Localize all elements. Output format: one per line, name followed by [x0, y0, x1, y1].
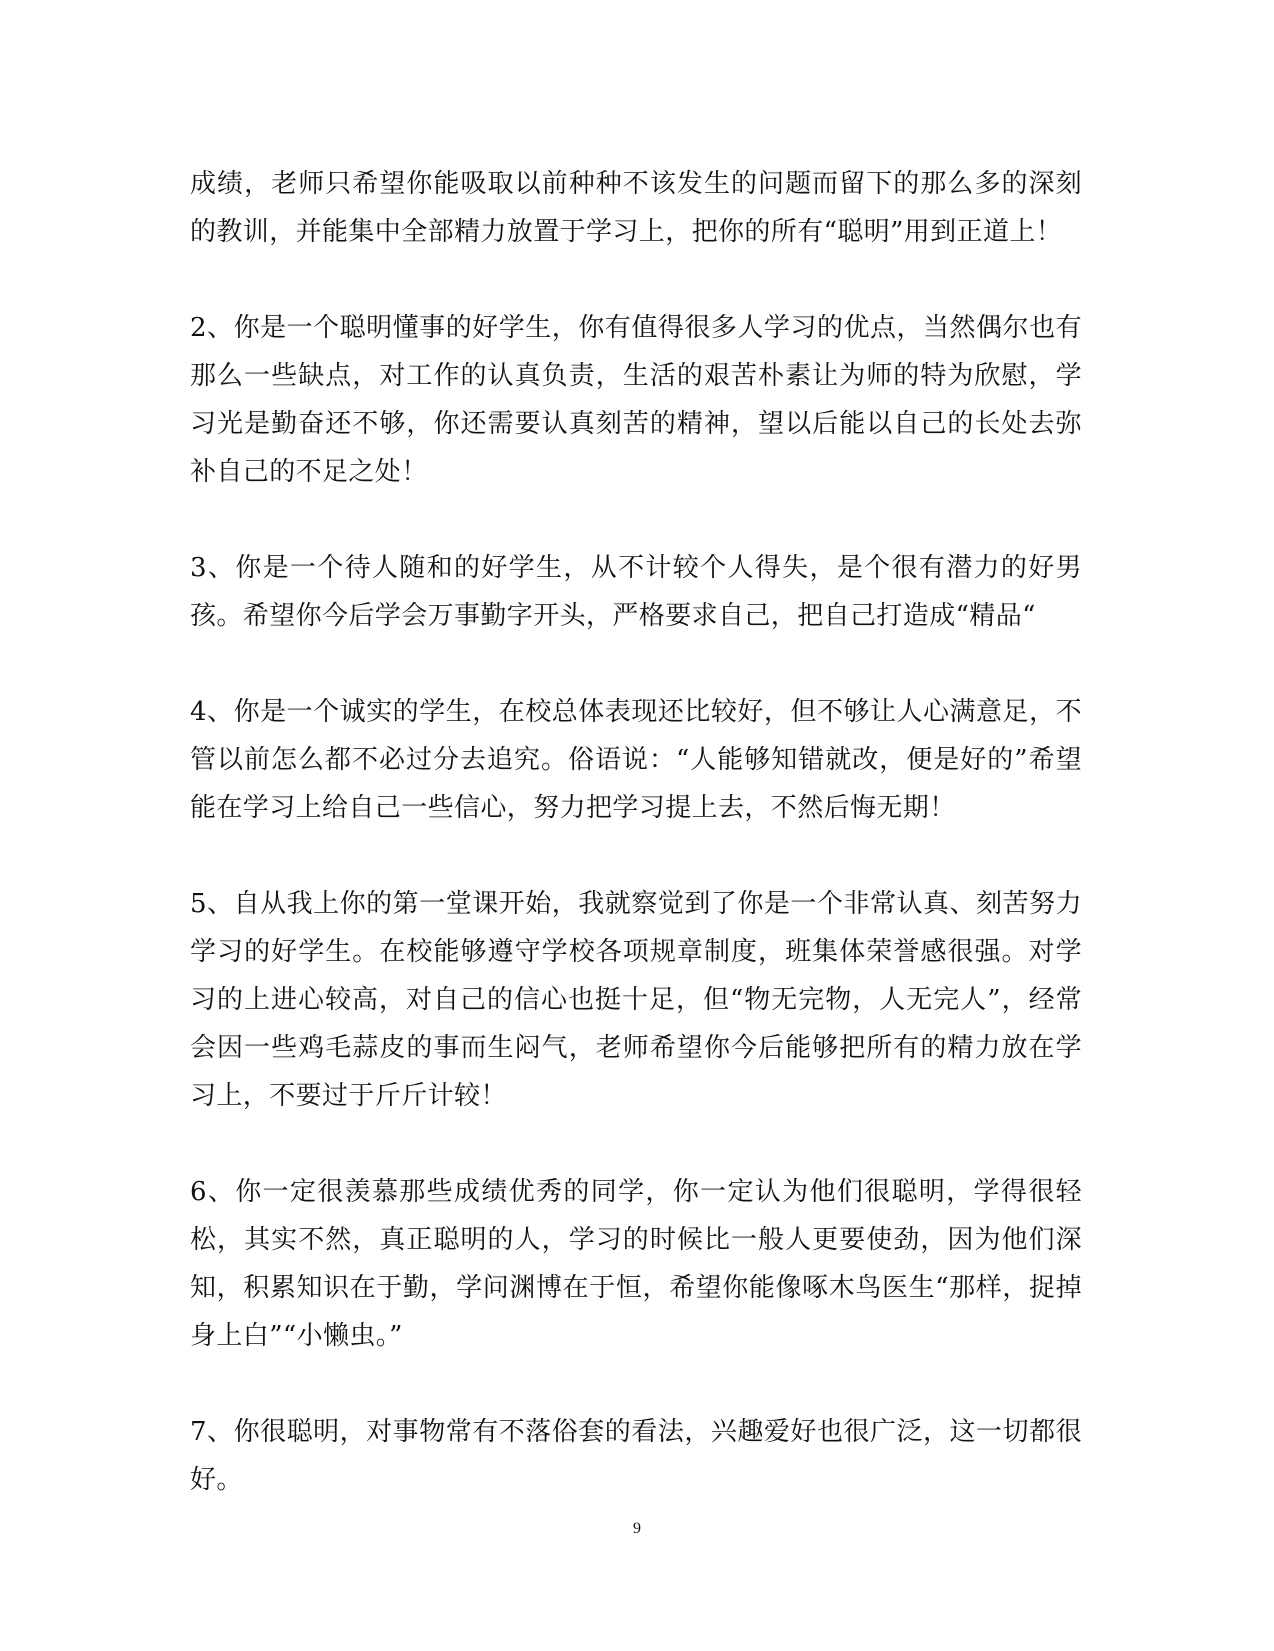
document-body — [190, 160, 1082, 1504]
paragraph-item-5: 5、自从我上你的第一堂课开始，我就察觉到了你是一个非常认真、刻苦努力学习的好学生。在校能够遵守学校各项规章制度，班集体荣誉感很强。对学习的上进心较高，对自己的信心也挺十足，但“物无完物，人无完人”，经常会因一些鸡毛蒜皮的事而生闷气，老师希望你今后能够把所有的精力放在学习上，不要过于斤斤计较！ — [190, 889, 1082, 1111]
paragraph-item-3: 3、你是一个待人随和的好学生，从不计较个人得失，是个很有潜力的好男孩。希望你今后学会万事勤字开头，严格要求自己，把自己打造成“精品“ — [190, 553, 1082, 631]
paragraph-item-7: 7、你很聪明，对事物常有不落俗套的看法，兴趣爱好也很广泛，这一切都很好。 — [190, 1417, 1082, 1495]
paragraph-item-4: 4、你是一个诚实的学生，在校总体表现还比较好，但不够让人心满意足，不管以前怎么都不必过分去追究。俗语说：“人能够知错就改，便是好的”希望能在学习上给自己一些信心，努力把学习提上去，不然后悔无期！ — [190, 697, 1082, 823]
page-number: 9 — [633, 1520, 641, 1537]
paragraph-continuation: 成绩，老师只希望你能吸取以前种种不该发生的问题而留下的那么多的深刻的教训，并能集中全部精力放置于学习上，把你的所有“聪明”用到正道上！ — [190, 169, 1082, 247]
paragraph-item-6: 6、你一定很羡慕那些成绩优秀的同学，你一定认为他们很聪明，学得很轻松，其实不然，真正聪明的人，学习的时候比一般人更要使劲，因为他们深知，积累知识在于勤，学问渊博在于恒，希望你能像啄木鸟医生“那样，捉掉身上白”“小懒虫。” — [190, 1177, 1082, 1351]
paragraph-item-2: 2、你是一个聪明懂事的好学生，你有值得很多人学习的优点，当然偶尔也有那么一些缺点，对工作的认真负责，生活的艰苦朴素让为师的特为欣慰，学习光是勤奋还不够，你还需要认真刻苦的精神，望以后能以自己的长处去弥补自己的不足之处！ — [190, 313, 1082, 487]
